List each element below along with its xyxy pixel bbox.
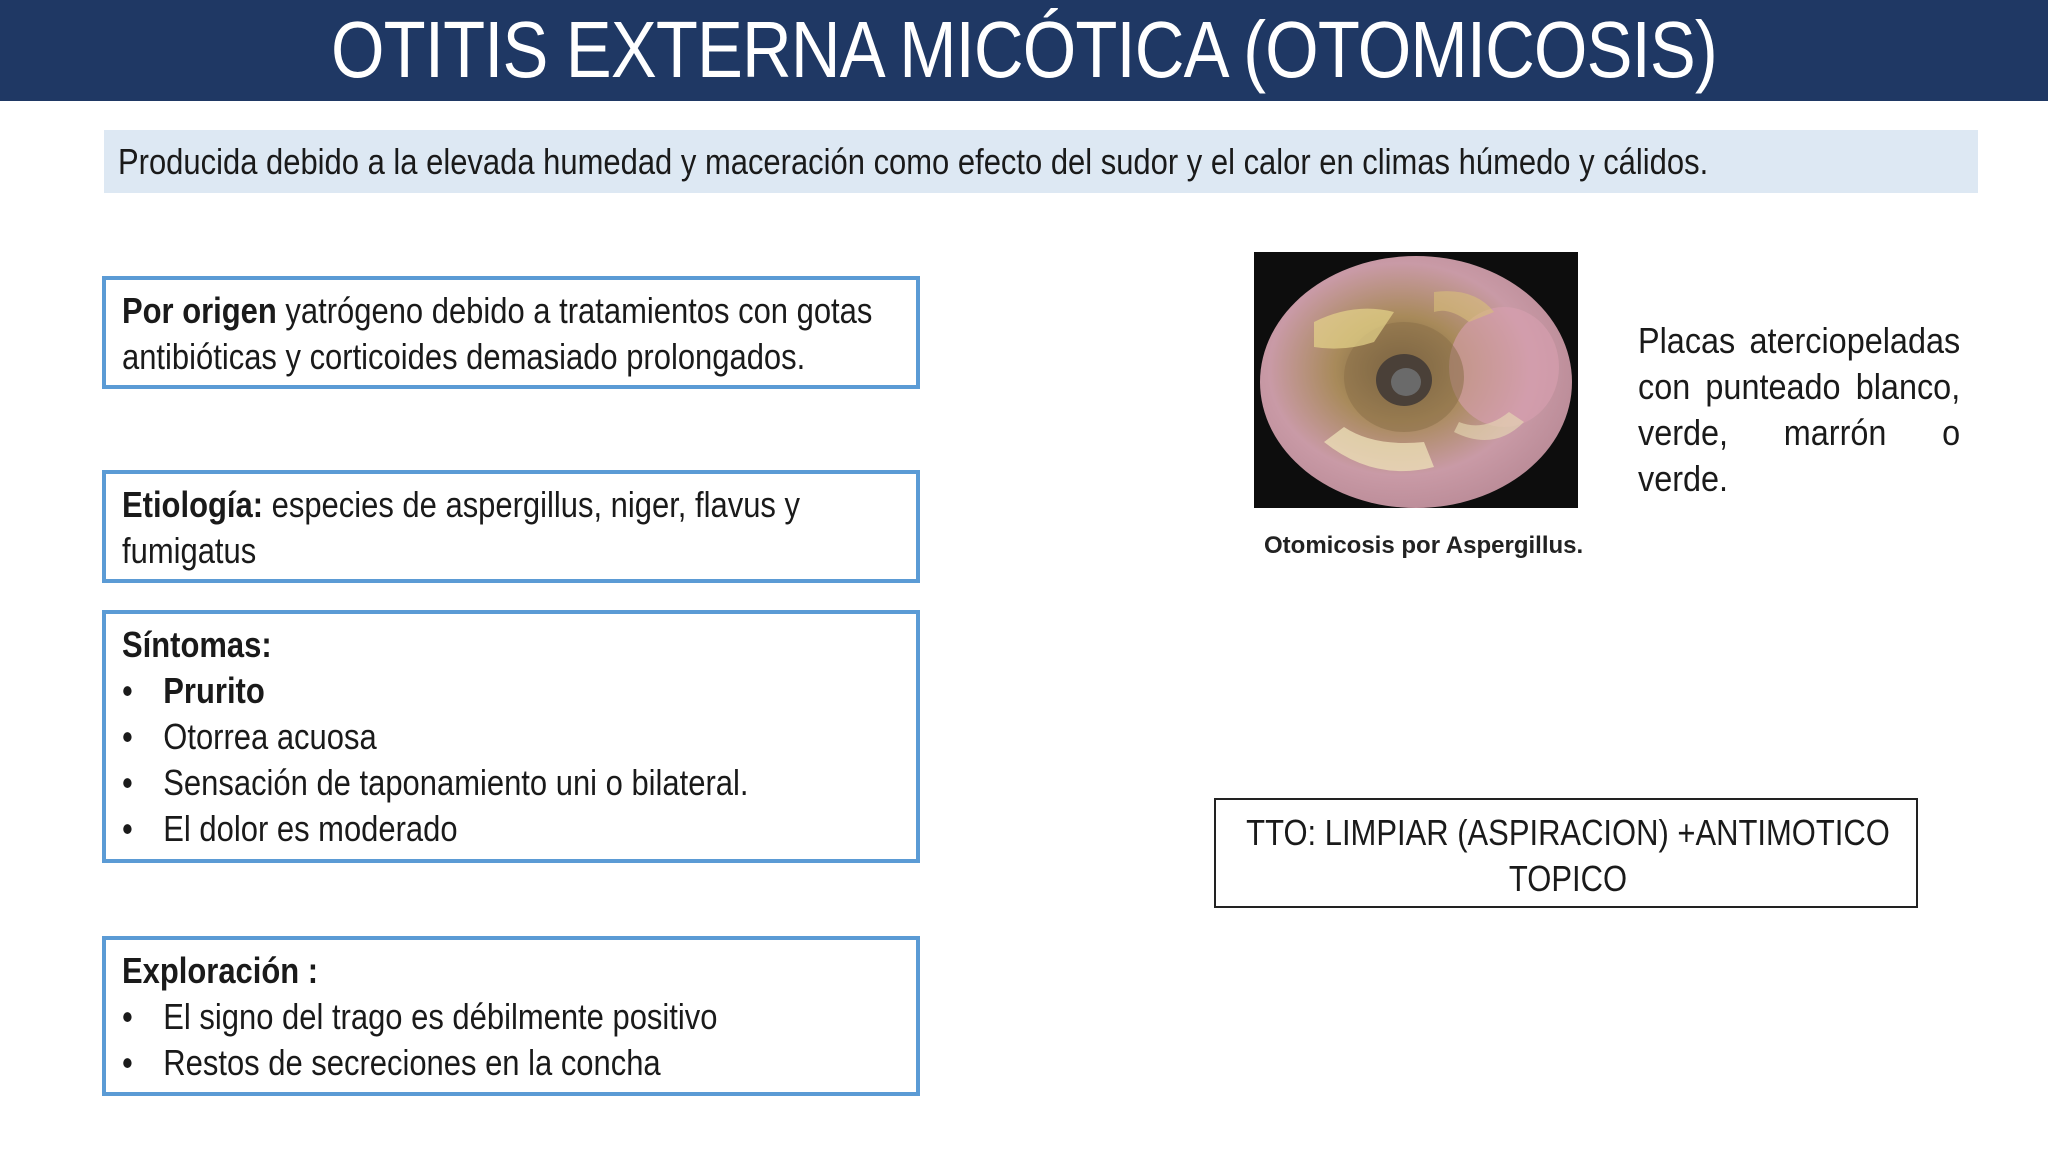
otoscopy-image: [1254, 252, 1578, 508]
list-item: [122, 994, 922, 1040]
image-caption: Otomicosis por Aspergillus.: [1264, 532, 1584, 559]
etiologia-box: [102, 470, 920, 583]
list-item-text: Otorrea acuosa: [163, 716, 377, 757]
slide-title: OTITIS EXTERNA MICÓTICA (OTOMICOSIS): [331, 5, 1717, 94]
ear-canal-illustration: [1254, 252, 1578, 508]
list-item-text: Prurito: [163, 670, 265, 711]
etiologia-body: especies de aspergillus, niger, flavus y fumigatus: [122, 484, 800, 571]
bullet: •: [122, 996, 133, 1037]
sintomas-box: [102, 610, 920, 863]
treatment-text: TTO: LIMPIAR (ASPIRACION) +ANTIMOTICO TOPICO: [1246, 812, 1890, 899]
bullet: •: [122, 716, 133, 757]
list-item-text: Restos de secreciones en la concha: [163, 1042, 661, 1083]
intro-banner: [104, 130, 1978, 193]
exploracion-list: [122, 994, 922, 1086]
list-item: [122, 1040, 922, 1086]
bullet: •: [122, 808, 133, 849]
exploracion-text: [122, 948, 922, 1086]
list-item-text: El dolor es moderado: [163, 808, 458, 849]
origen-body: yatrógeno debido a tratamientos con gotas antibióticas y corticoides demasiado prolongados.: [122, 290, 873, 377]
sintomas-text: [122, 622, 922, 852]
bullet: •: [122, 762, 133, 803]
bullet: •: [122, 670, 133, 711]
intro-text: Producida debido a la elevada humedad y maceración como efecto del sudor y el calor en climas húmedo y cálidos.: [118, 141, 1709, 182]
etiologia-label: Etiología:: [122, 484, 264, 525]
etiologia-text: [122, 482, 922, 574]
sintomas-list: [122, 668, 922, 852]
list-item-text: El signo del trago es débilmente positivo: [163, 996, 718, 1037]
list-item: [122, 668, 922, 714]
list-item-text: Sensación de taponamiento uni o bilateral.: [163, 762, 749, 803]
list-item: [122, 806, 922, 852]
origen-box: [102, 276, 920, 389]
description-text: Placas aterciopeladas con punteado blanco, verde, marrón o verde.: [1638, 320, 1961, 499]
origen-label: Por origen: [122, 290, 277, 331]
bullet: •: [122, 1042, 133, 1083]
exploracion-label: Exploración :: [122, 950, 319, 991]
list-item: [122, 760, 922, 806]
treatment-box: [1214, 798, 1918, 908]
origen-text: [122, 288, 922, 380]
list-item: [122, 714, 922, 760]
sintomas-label: Síntomas:: [122, 624, 272, 665]
exploracion-box: [102, 936, 920, 1096]
title-bar: [0, 0, 2048, 101]
